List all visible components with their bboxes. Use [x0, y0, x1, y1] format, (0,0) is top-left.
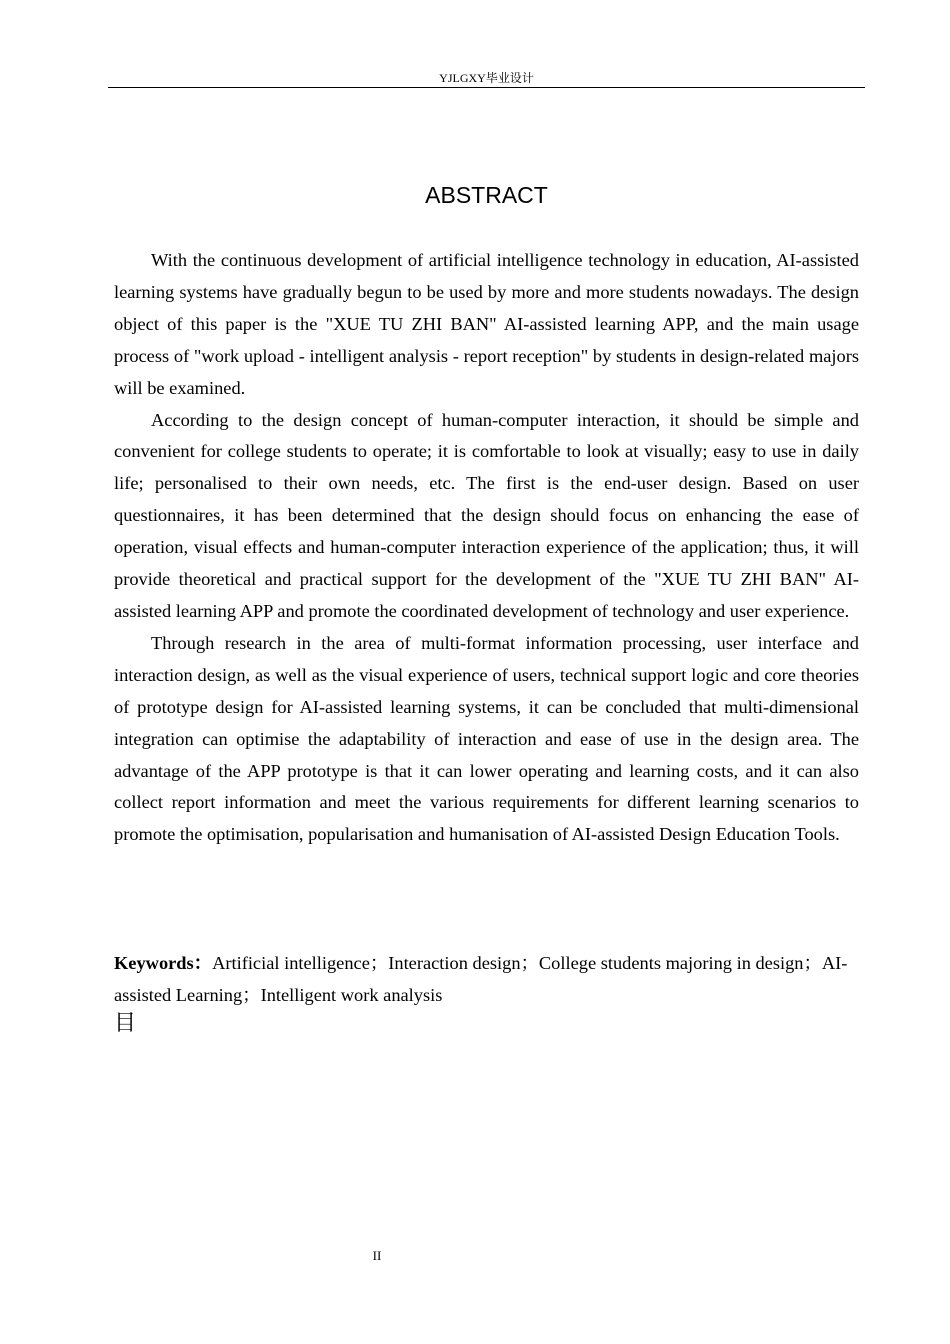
keywords-list: Artificial intelligence；Interaction design；College students majoring in design；AI-assisted Learning；Intelligent work analysis: [114, 953, 848, 1005]
abstract-title: ABSTRACT: [425, 182, 548, 208]
abstract-body: [114, 245, 859, 851]
toc-heading-fragment: 目: [114, 1011, 137, 1036]
keywords: [114, 947, 859, 1011]
keywords-label: Keywords：: [114, 953, 213, 973]
running-header: YJLGXY毕业设计: [439, 71, 534, 85]
page-number: II: [372, 1248, 382, 1263]
header-rule: [108, 87, 865, 88]
abstract-paragraph: According to the design concept of human-computer interaction, it should be simple and convenient for college students to operate; it is comfortable to look at visually; easy to use in daily life; personalised to their own needs, etc. The first is the end-user design. Based on user questionnaires, it has been determined that the design should focus on enhancing the ease of operation, visual effects and human-computer interaction experience of the application; thus, it will provide theoretical and practical support for the development of the "XUE TU ZHI BAN" AI-assisted learning APP and promote the coordinated development of technology and user experience.: [114, 409, 859, 621]
abstract-paragraph: Through research in the area of multi-format information processing, user interface and interaction design, as well as the visual experience of users, technical support logic and core theories of prototype design for AI-assisted learning systems, it can be concluded that multi-dimensional integration can optimise the adaptability of interaction and ease of use in the design area. The advantage of the APP prototype is that it can lower operating and learning costs, and it can also collect report information and meet the various requirements for different learning scenarios to promote the optimisation, popularisation and humanisation of AI-assisted Design Education Tools.: [114, 632, 859, 845]
abstract-paragraph: With the continuous development of artificial intelligence technology in education, AI-assisted learning systems have gradually begun to be used by more and more students nowadays. The design object of this paper is the "XUE TU ZHI BAN" AI-assisted learning APP, and the main usage process of "work upload - intelligent analysis - report reception" by students in design-related majors will be examined.: [114, 250, 859, 398]
